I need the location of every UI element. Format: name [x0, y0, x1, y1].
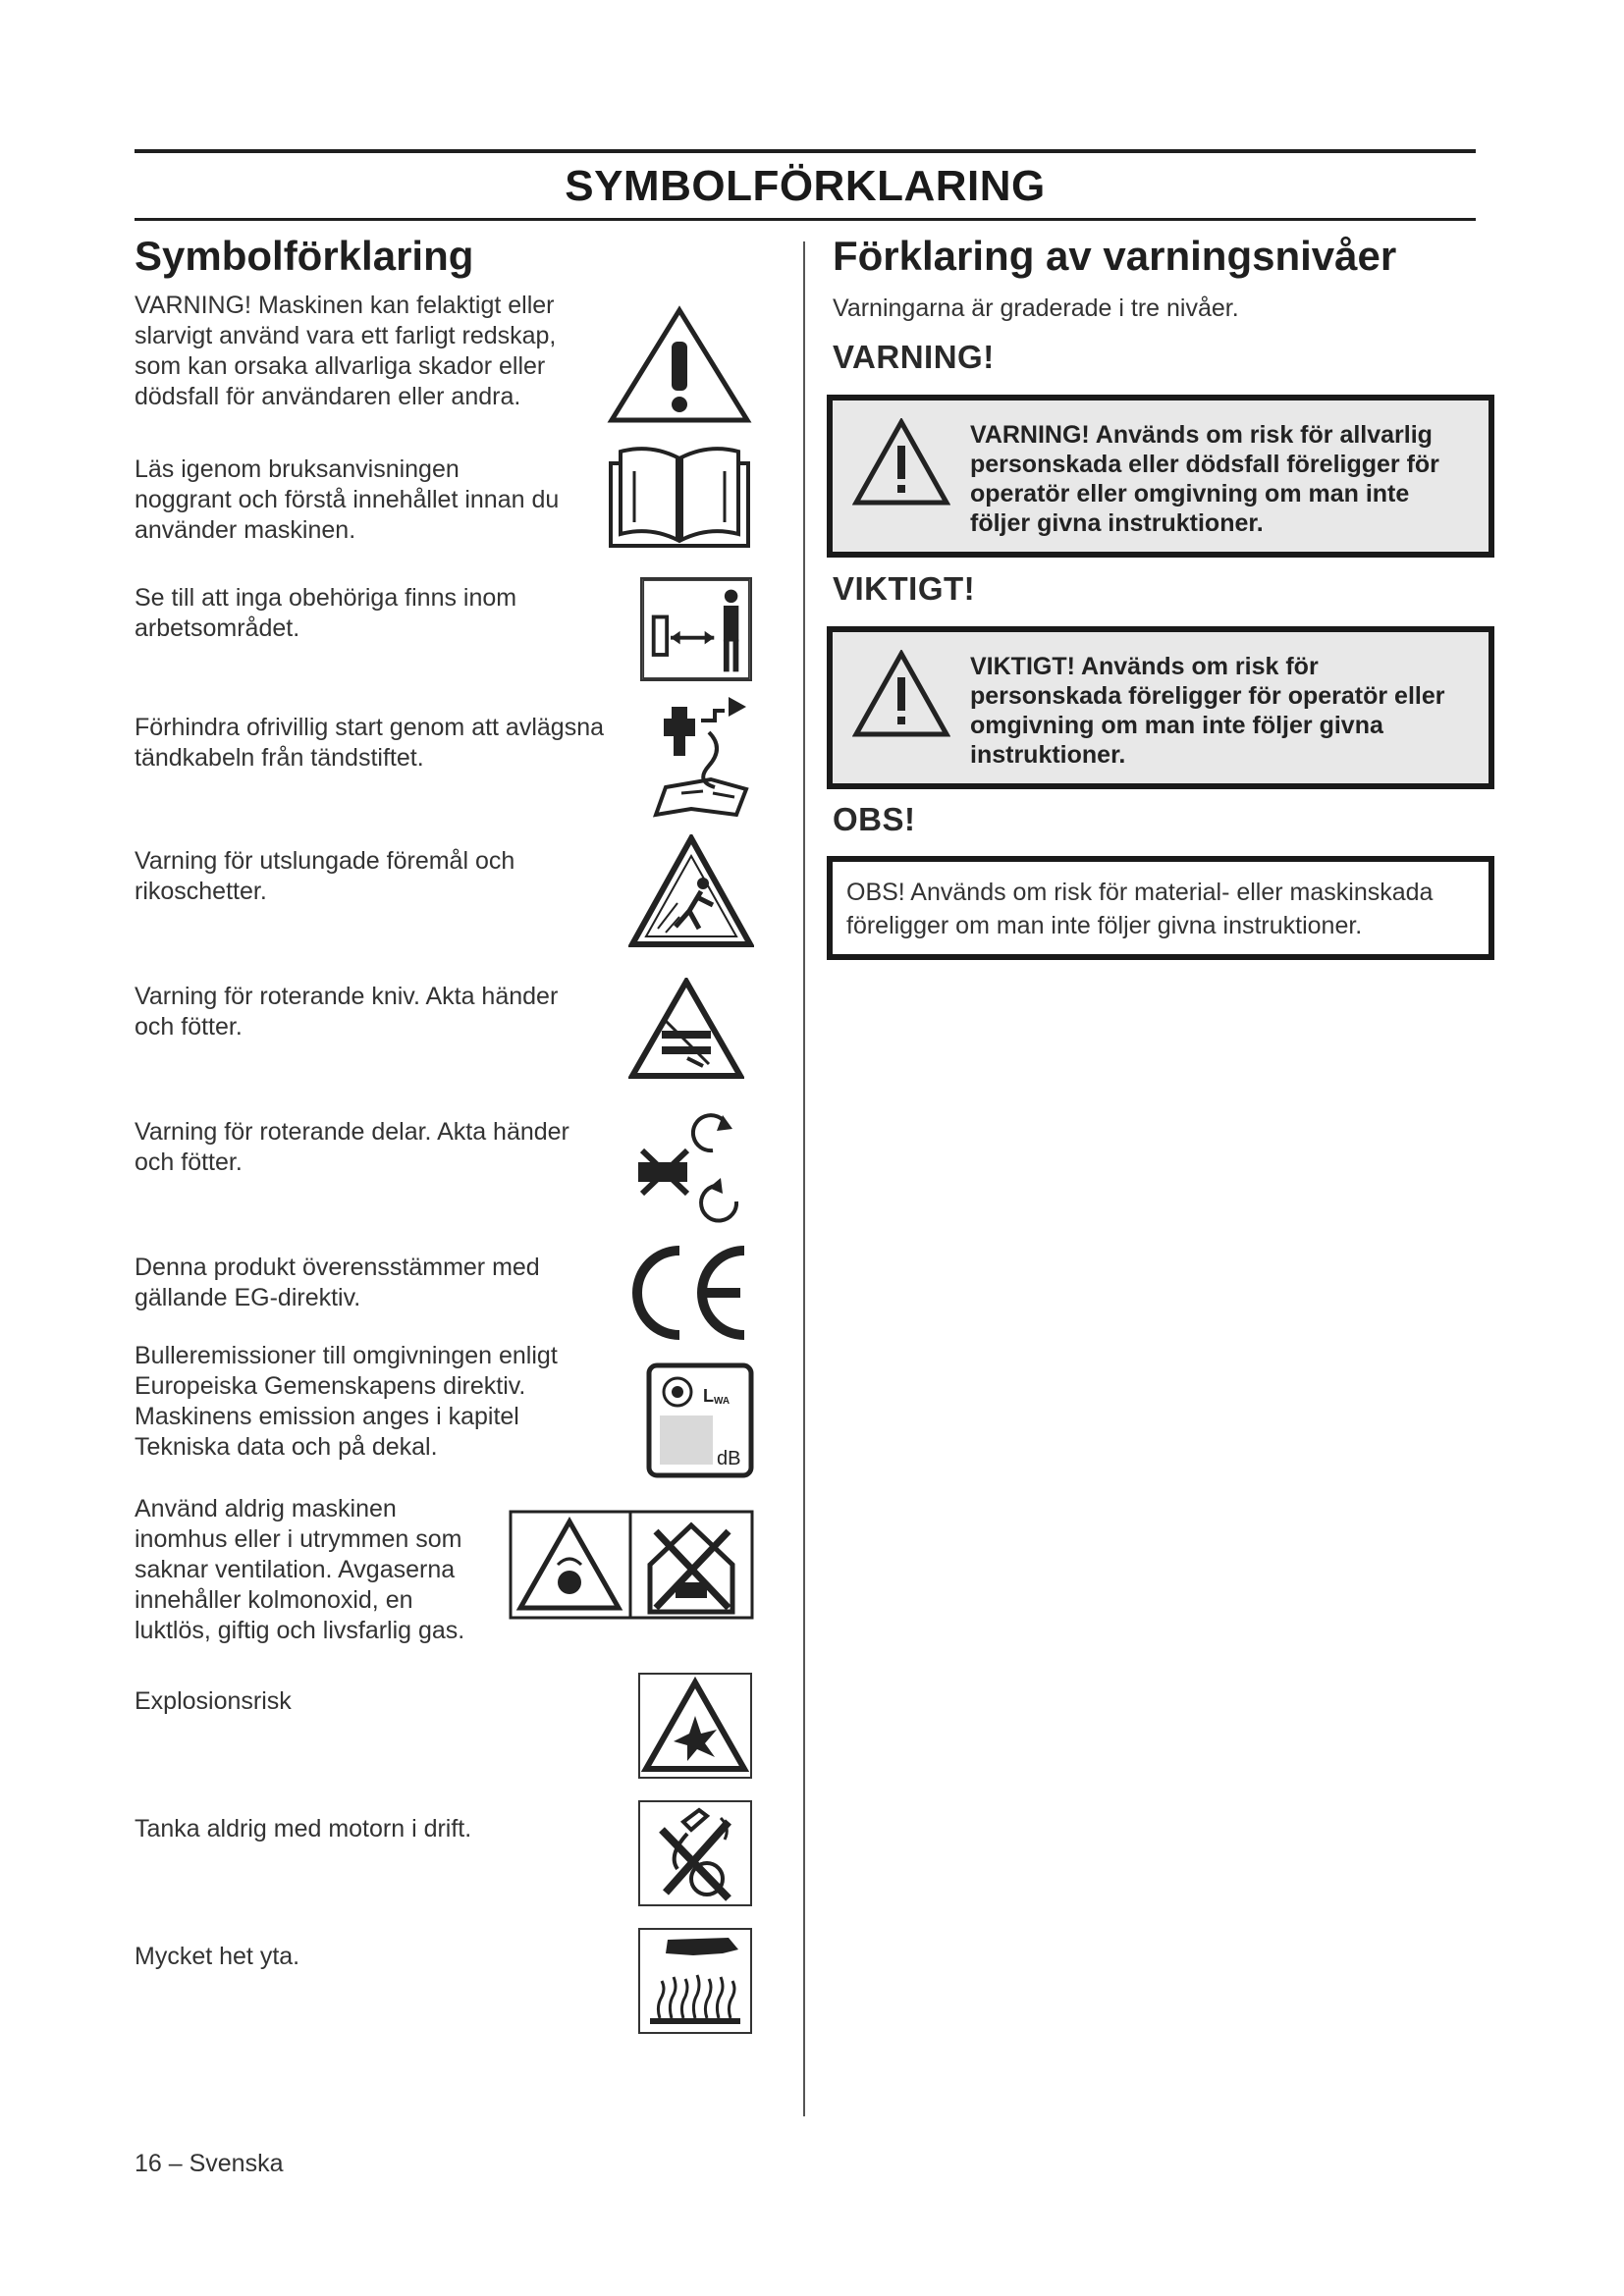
level-title-varning: VARNING! — [833, 339, 995, 375]
explosion-icon — [638, 1673, 752, 1779]
warning-box-obs-text: OBS! Används om risk för material- eller maskinskada föreligger om man inte följer givna instruktioner. — [846, 879, 1434, 939]
warning-triangle-icon — [607, 304, 752, 426]
level-title-obs: OBS! — [833, 801, 916, 837]
symbol-text-bystanders: Se till att inga obehöriga finns inom arbetsområdet. — [135, 584, 517, 642]
symbol-text-ce: Denna produkt överensstämmer med gällande EG-direktiv. — [135, 1254, 540, 1311]
warning-box-varning-text: VARNING! Används om risk för allvarlig personskada eller dödsfall föreligger för operatör eller omgivning om man inte följer givna instruktioner. — [970, 421, 1439, 537]
warning-box-obs — [827, 856, 1494, 960]
warning-box-viktigt — [827, 626, 1494, 789]
no-refuel-running-icon — [638, 1800, 752, 1906]
noise-lwa-label: LWA — [703, 1386, 731, 1407]
rotating-blade-icon — [628, 978, 744, 1082]
rotating-parts-icon — [630, 1107, 754, 1225]
right-section-heading: Förklaring av varningsnivåer — [833, 233, 1397, 279]
symbol-text-thrown-objects: Varning för utslungade föremål och rikoschetter. — [135, 847, 515, 905]
header-top-rule — [135, 149, 1476, 153]
noise-db-label: dB — [717, 1448, 741, 1469]
page-number-footer: 16 – Svenska — [135, 2150, 284, 2177]
warning-box-viktigt-text: VIKTIGT! Används om risk för personskada föreligger för operatör eller omgivning om man inte följer givna instruktioner. — [970, 653, 1445, 769]
warning-triangle-icon — [852, 650, 950, 738]
symbol-text-rotating-blade: Varning för roterande kniv. Akta händer och fötter. — [135, 983, 559, 1041]
symbol-text-exhaust-gas: Använd aldrig maskinen inomhus eller i utrymmen som saknar ventilation. Avgaserna innehåller kolmonoxid, en luktlös, giftig och livsfarlig gas. — [135, 1495, 465, 1644]
symbol-text-explosion: Explosionsrisk — [135, 1687, 292, 1715]
exhaust-gas-icon — [509, 1510, 754, 1620]
left-section-heading: Symbolförklaring — [135, 233, 474, 279]
symbol-text-no-refuel: Tanka aldrig med motorn i drift. — [135, 1815, 472, 1842]
symbol-text-noise-emission: Bulleremissioner till omgivningen enligt Europeiska Gemenskapens direktiv. Maskinens emission anges i kapitel Tekniska data och på dekal. — [135, 1342, 558, 1461]
thrown-objects-icon — [628, 834, 754, 950]
header-bottom-rule — [135, 218, 1476, 221]
symbol-text-hot-surface: Mycket het yta. — [135, 1943, 300, 1970]
symbol-text-warning: VARNING! Maskinen kan felaktigt eller slarvigt använd vara ett farligt redskap, som kan orsaka allvarliga skador eller dödsfall för användaren eller andra. — [135, 292, 557, 410]
symbol-text-rotating-parts: Varning för roterande delar. Akta händer och fötter. — [135, 1118, 569, 1176]
level-title-viktigt: VIKTIGT! — [833, 570, 976, 607]
noise-emission-icon — [646, 1362, 754, 1478]
warning-triangle-icon — [852, 418, 950, 507]
open-book-icon — [607, 444, 752, 550]
hot-surface-icon — [638, 1928, 752, 2034]
safety-distance-icon — [640, 577, 752, 681]
ce-mark-icon — [624, 1241, 754, 1345]
page-title: SYMBOLFÖRKLARING — [565, 162, 1046, 210]
warning-levels-intro: Varningarna är graderade i tre nivåer. — [833, 294, 1239, 322]
column-divider — [803, 241, 805, 2116]
warning-box-varning — [827, 395, 1494, 558]
symbol-text-spark-plug: Förhindra ofrivillig start genom att avlägsna tändkabeln från tändstiftet. — [135, 714, 605, 772]
symbol-text-read-manual: Läs igenom bruksanvisningen noggrant och förstå innehållet innan du använder maskinen. — [135, 455, 560, 544]
spark-plug-icon — [652, 693, 754, 821]
